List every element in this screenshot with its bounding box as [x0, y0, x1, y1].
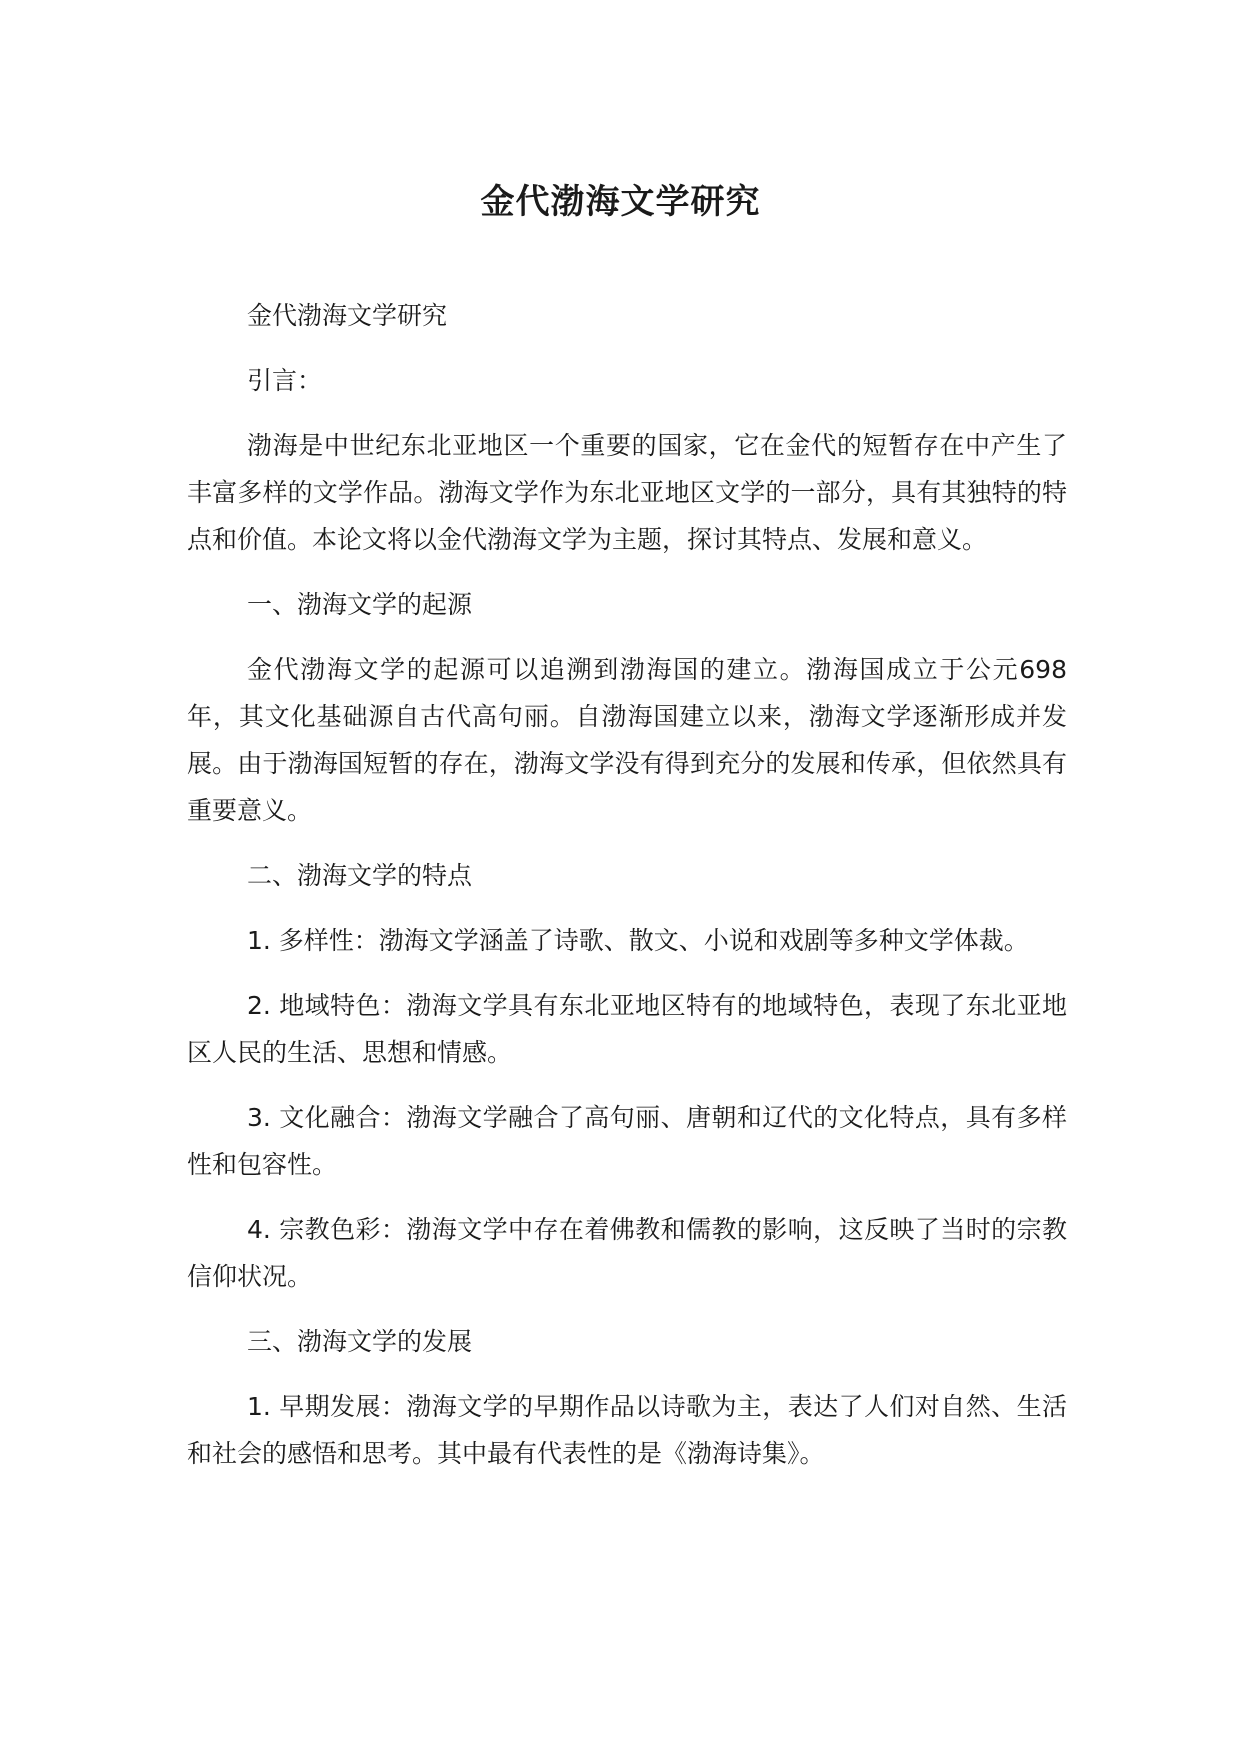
- origin-paragraph: 金代渤海文学的起源可以追溯到渤海国的建立。渤海国成立于公元698年，其文化基础源自古代高句丽。自渤海国建立以来，渤海文学逐渐形成并发展。由于渤海国短暂的存在，渤海文学没有得到充分的发展和传承，但依然具有重要意义。: [187, 655, 1067, 825]
- feature-item-cultural-fusion: 3. 文化融合：渤海文学融合了高句丽、唐朝和辽代的文化特点，具有多样性和包容性。: [187, 1103, 1067, 1179]
- document-title: 金代渤海文学研究: [480, 182, 761, 222]
- section-heading-development: 三、渤海文学的发展: [247, 1327, 473, 1356]
- feature-item-regional: 2. 地域特色：渤海文学具有东北亚地区特有的地域特色，表现了东北亚地区人民的生活、思想和情感。: [187, 991, 1067, 1067]
- section-heading-features: 二、渤海文学的特点: [247, 861, 473, 890]
- document-body: [187, 292, 1067, 1495]
- subtitle-paragraph: 金代渤海文学研究: [247, 301, 448, 330]
- section-heading-origin: 一、渤海文学的起源: [247, 590, 473, 619]
- feature-item-diversity: 1. 多样性：渤海文学涵盖了诗歌、散文、小说和戏剧等多种文学体裁。: [247, 926, 1029, 955]
- development-item-early: 1. 早期发展：渤海文学的早期作品以诗歌为主，表达了人们对自然、生活和社会的感悟和思考。其中最有代表性的是《渤海诗集》。: [187, 1392, 1067, 1468]
- feature-item-religion: 4. 宗教色彩：渤海文学中存在着佛教和儒教的影响，这反映了当时的宗教信仰状况。: [187, 1215, 1067, 1291]
- intro-paragraph: 渤海是中世纪东北亚地区一个重要的国家，它在金代的短暂存在中产生了丰富多样的文学作品。渤海文学作为东北亚地区文学的一部分，具有其独特的特点和价值。本论文将以金代渤海文学为主题，探讨其特点、发展和意义。: [187, 431, 1067, 554]
- intro-heading: 引言：: [247, 366, 323, 395]
